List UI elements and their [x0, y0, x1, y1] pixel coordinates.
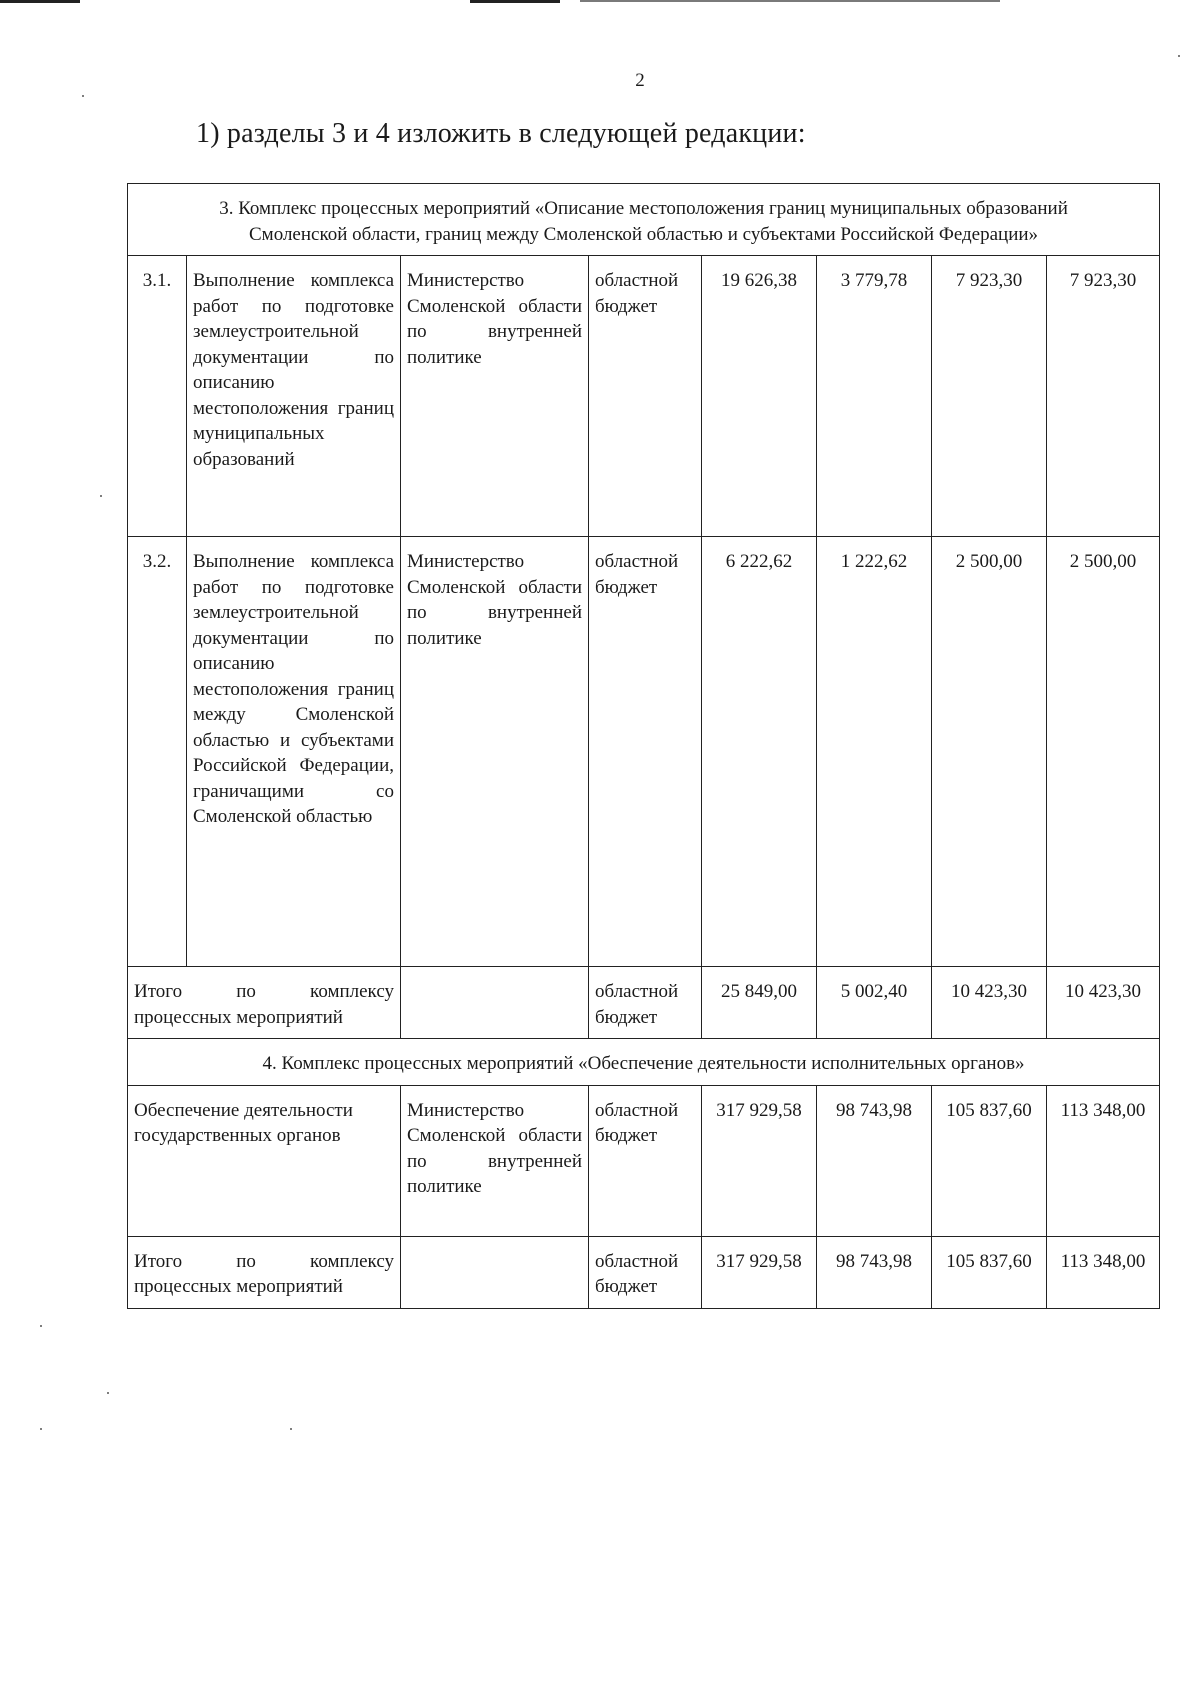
section4-title: 4. Комплекс процессных мероприятий «Обеспечение деятельности исполнительных органов» [128, 1039, 1160, 1086]
page-number: 2 [635, 70, 645, 91]
executor-cell-empty [401, 1236, 589, 1308]
funding-source: областной бюджет [589, 1236, 702, 1308]
funding-source: областной бюджет [589, 1085, 702, 1236]
executor-cell: Министерство Смоленской области по внутренней политике [401, 256, 589, 537]
row-number: 3.1. [128, 256, 187, 537]
executor-cell: Министерство Смоленской области по внутренней политике [401, 537, 589, 967]
scan-speck [100, 495, 102, 497]
amount-year-1: 5 002,40 [817, 967, 932, 1039]
amount-total: 25 849,00 [702, 967, 817, 1039]
executor-cell-empty [401, 967, 589, 1039]
programs-table [127, 183, 1160, 1309]
amount-year-3: 113 348,00 [1047, 1085, 1160, 1236]
funding-source: областной бюджет [589, 537, 702, 967]
activity-name: Выполнение комплекса работ по подготовке землеустроительной документации по описанию местоположения границ муниципальных образований [187, 256, 401, 537]
table-row [128, 537, 1160, 967]
executor-cell: Министерство Смоленской области по внутренней политике [401, 1085, 589, 1236]
section3-header-row [128, 184, 1160, 256]
section3-title: 3. Комплекс процессных мероприятий «Описание местоположения границ муниципальных образований Смоленской области, границ между Смоленской областью и субъектами Российской Федерации» [128, 184, 1160, 256]
amount-total: 317 929,58 [702, 1236, 817, 1308]
amount-year-3: 113 348,00 [1047, 1236, 1160, 1308]
amount-total: 6 222,62 [702, 537, 817, 967]
amount-year-1: 3 779,78 [817, 256, 932, 537]
activity-name: Обеспечение деятельности государственных органов [128, 1085, 401, 1236]
amount-year-1: 1 222,62 [817, 537, 932, 967]
amount-year-2: 105 837,60 [932, 1236, 1047, 1308]
section3-total-row [128, 967, 1160, 1039]
scan-speck [107, 1392, 109, 1394]
amount-year-3: 10 423,30 [1047, 967, 1160, 1039]
scan-speck [40, 1428, 42, 1430]
funding-source: областной бюджет [589, 967, 702, 1039]
amount-year-3: 7 923,30 [1047, 256, 1160, 537]
scan-speck [82, 95, 84, 97]
funding-source: областной бюджет [589, 256, 702, 537]
row-number: 3.2. [128, 537, 187, 967]
scan-artifact [470, 0, 560, 3]
amount-year-1: 98 743,98 [817, 1085, 932, 1236]
table-row [128, 1085, 1160, 1236]
table-row [128, 256, 1160, 537]
amount-year-2: 7 923,30 [932, 256, 1047, 537]
total-label: Итого по комплексу процессных мероприятий [128, 1236, 401, 1308]
amount-year-2: 2 500,00 [932, 537, 1047, 967]
activity-name: Выполнение комплекса работ по подготовке землеустроительной документации по описанию местоположения границ между Смоленской областью и субъектами Российской Федерации, граничащими со Смоленской областью [187, 537, 401, 967]
scan-speck [40, 1325, 42, 1327]
amount-year-1: 98 743,98 [817, 1236, 932, 1308]
scan-artifact [580, 0, 1000, 2]
scan-artifact [0, 0, 80, 3]
scan-speck [1178, 55, 1180, 57]
intro-text: 1) разделы 3 и 4 изложить в следующей редакции: [196, 118, 806, 149]
section4-total-row [128, 1236, 1160, 1308]
amount-year-2: 105 837,60 [932, 1085, 1047, 1236]
scan-speck [290, 1428, 292, 1430]
amount-year-3: 2 500,00 [1047, 537, 1160, 967]
section4-header-row [128, 1039, 1160, 1086]
amount-total: 19 626,38 [702, 256, 817, 537]
amount-year-2: 10 423,30 [932, 967, 1047, 1039]
amount-total: 317 929,58 [702, 1085, 817, 1236]
total-label: Итого по комплексу процессных мероприятий [128, 967, 401, 1039]
